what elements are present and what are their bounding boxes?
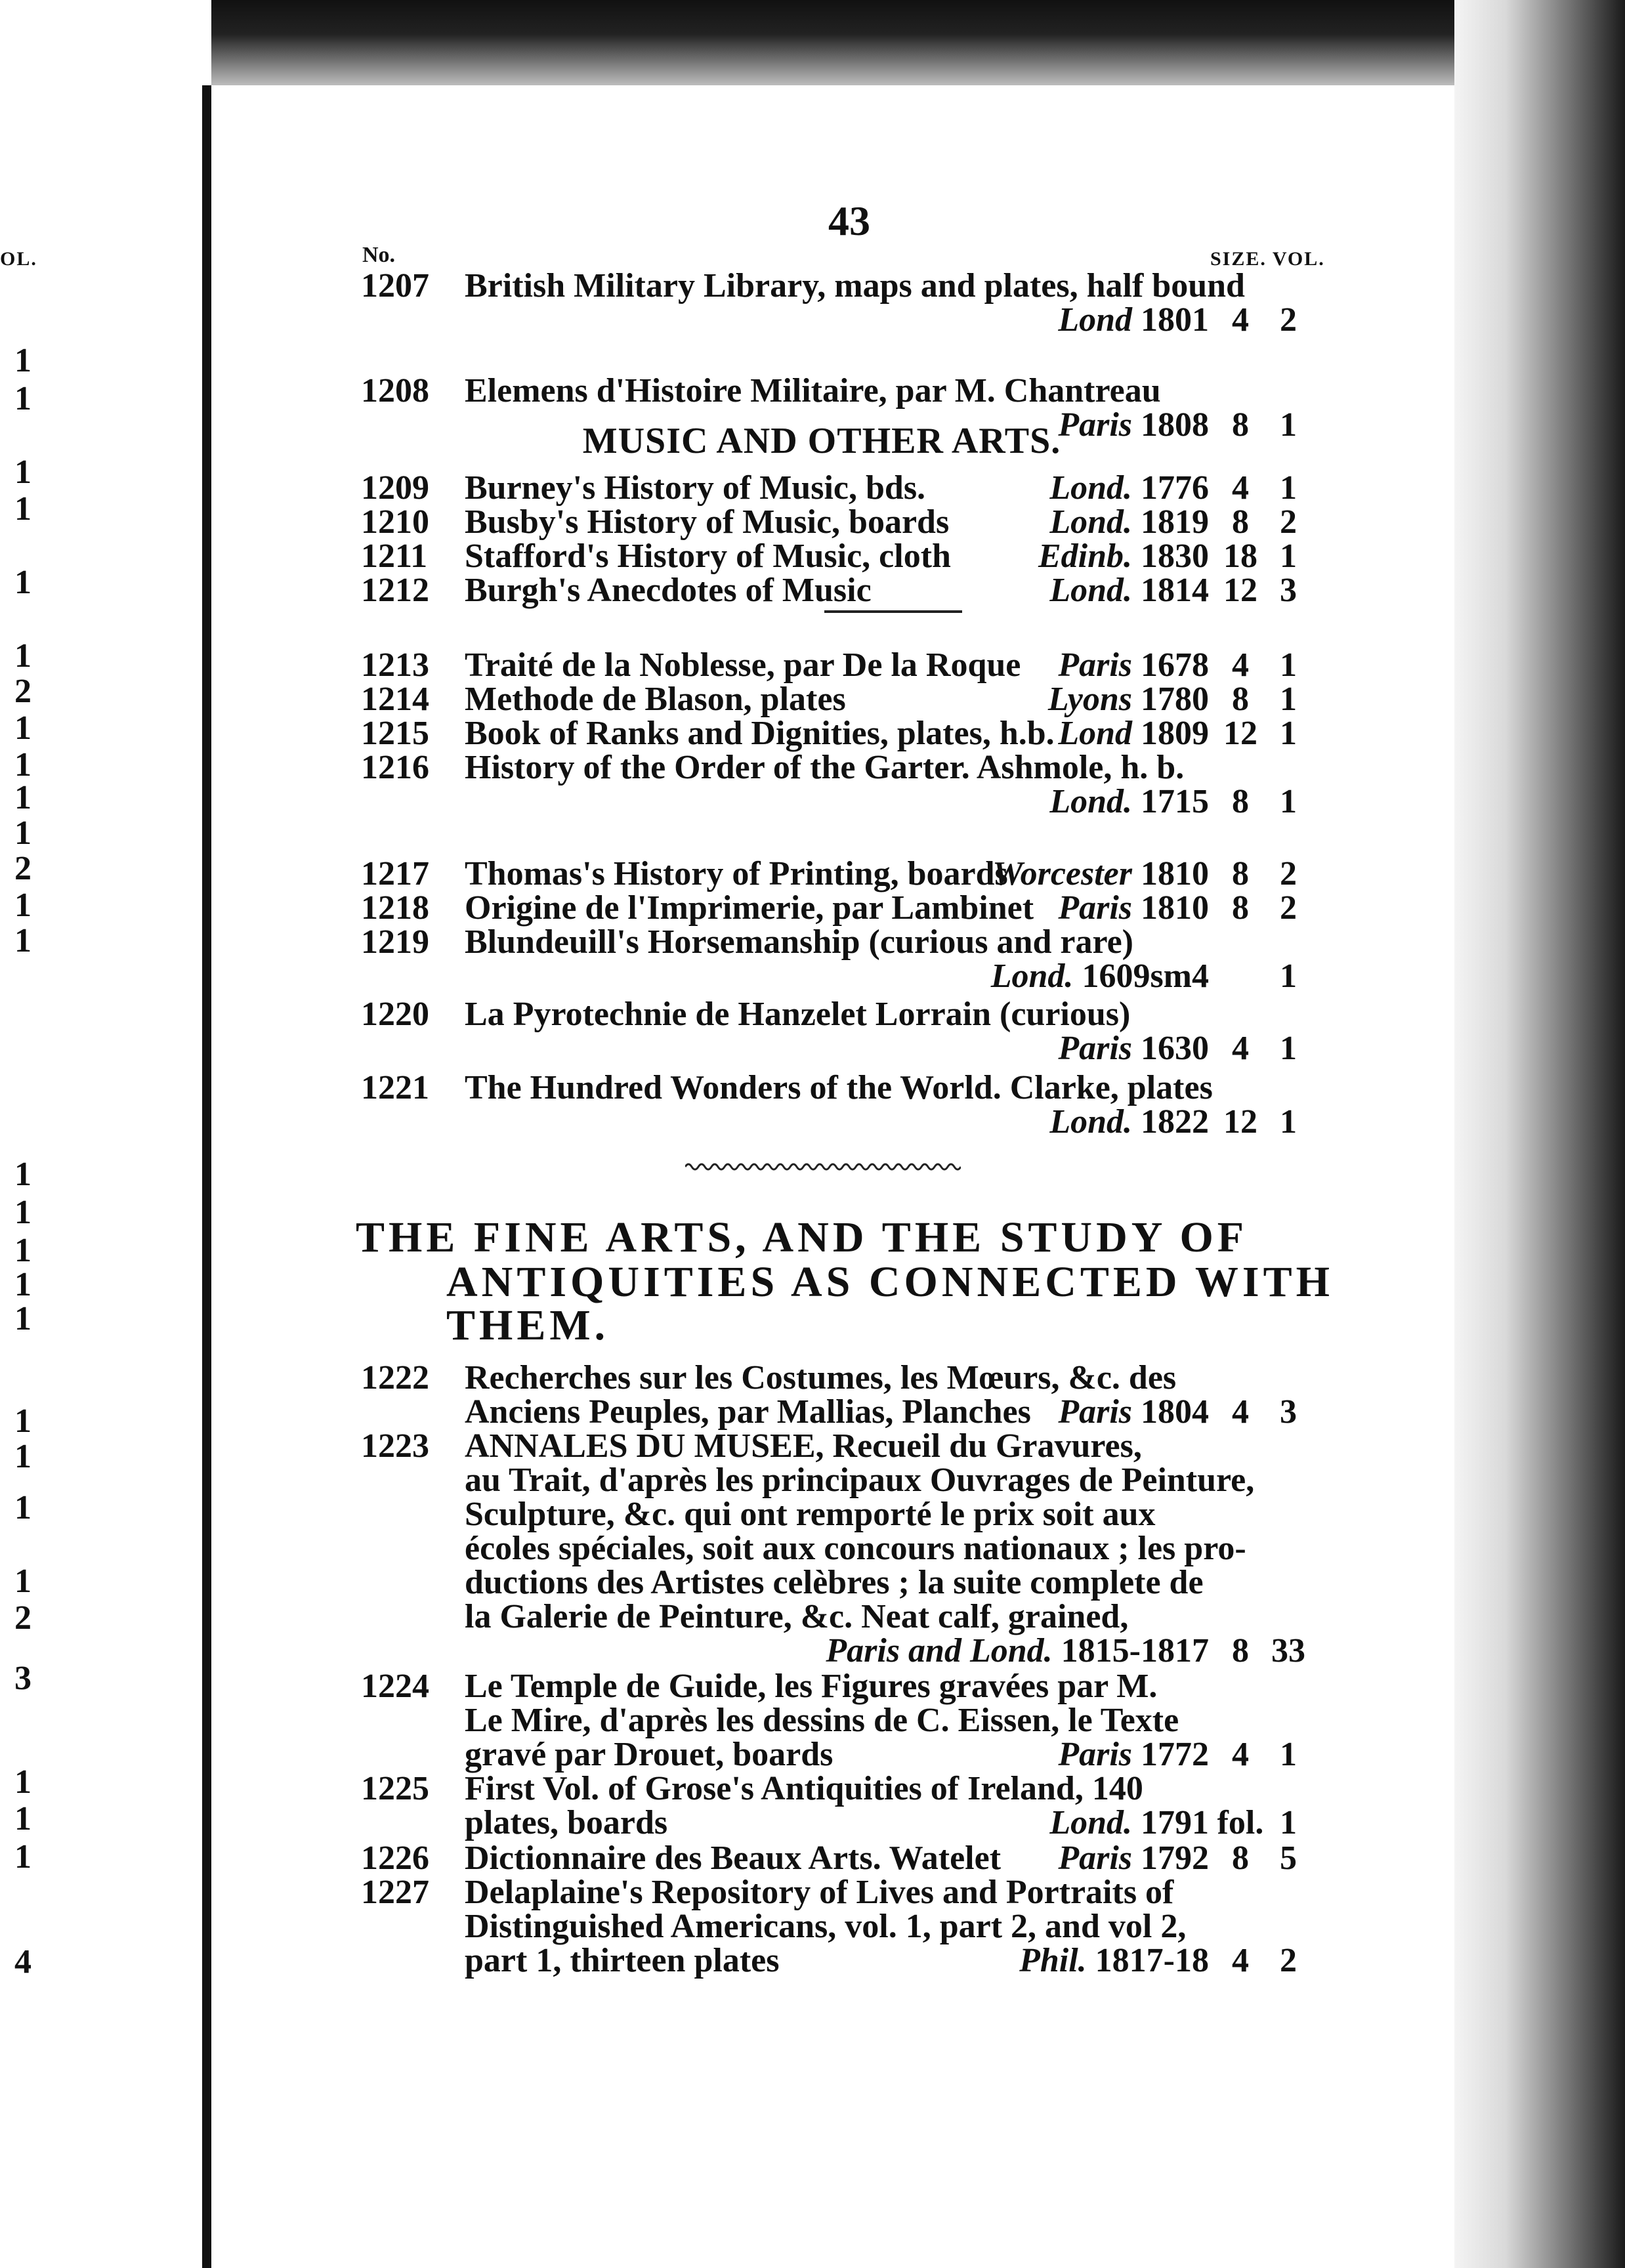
- entry-volumes: 33: [1271, 1632, 1305, 1670]
- entry-imprint: [826, 1634, 1209, 1668]
- entry-volumes: 2: [1280, 1942, 1297, 1979]
- entry-number: 1227: [361, 1874, 429, 1911]
- entry-description-line: Book of Ranks and Dignities, plates, h.b.: [465, 715, 1055, 752]
- entry-number: 1217: [361, 855, 429, 892]
- entry-imprint: [1058, 303, 1209, 337]
- bleed-number: 1: [14, 564, 32, 601]
- entry-description-line: Methode de Blason, plates: [465, 681, 846, 718]
- entry-description-line: La Pyrotechnie de Hanzelet Lorrain (curious): [465, 996, 1131, 1033]
- entry-imprint: [1049, 471, 1209, 505]
- bleed-number: 1: [14, 1763, 32, 1801]
- bleed-number: 1: [14, 1438, 32, 1475]
- entry-size: 12: [1223, 1103, 1257, 1141]
- entry-year: 1801: [1141, 301, 1209, 339]
- entry-volumes: 1: [1280, 715, 1297, 752]
- entry-imprint: [1058, 891, 1209, 925]
- entry-place: Phil.: [1019, 1942, 1087, 1979]
- entry-imprint: [1058, 717, 1209, 751]
- entry-place: Lond.: [1049, 1804, 1132, 1841]
- bleed-number: 1: [14, 1402, 32, 1440]
- entry-size: 4: [1232, 646, 1249, 684]
- bleed-number: 1: [14, 1194, 32, 1231]
- entry-year: 1791: [1141, 1804, 1209, 1841]
- entry-year: 1822: [1141, 1103, 1209, 1141]
- bleed-number: 2: [14, 850, 32, 887]
- bleed-number: 3: [14, 1660, 32, 1697]
- entry-place: Lond: [1058, 715, 1132, 752]
- entry-imprint: [1049, 1105, 1209, 1139]
- entry-imprint: [1058, 1841, 1209, 1876]
- entry-year: 1815-1817: [1061, 1632, 1209, 1670]
- entry-size: 18: [1223, 537, 1257, 575]
- entry-place: Lond.: [1049, 503, 1132, 541]
- entry-volumes: 1: [1280, 1804, 1297, 1841]
- entry-number: 1215: [361, 715, 429, 752]
- entry-volumes: 3: [1280, 1393, 1297, 1431]
- entry-volumes: 1: [1280, 1103, 1297, 1141]
- entry-imprint: [991, 959, 1209, 994]
- bleed-number: 2: [14, 1599, 32, 1637]
- entry-description-line: Recherches sur les Costumes, les Mœurs, &c. des: [465, 1359, 1177, 1396]
- bleed-number: 1: [14, 922, 32, 959]
- bleed-number: 2: [14, 673, 32, 710]
- entry-number: 1210: [361, 503, 429, 541]
- bleed-number: 1: [14, 1838, 32, 1876]
- entry-imprint: [1048, 682, 1209, 717]
- bleed-number: 1: [14, 779, 32, 816]
- entry-size: 4: [1232, 301, 1249, 339]
- entry-number: 1224: [361, 1668, 429, 1705]
- entry-size: 8: [1232, 1839, 1249, 1877]
- entry-year: 1808: [1141, 406, 1209, 444]
- entry-place: Lond.: [1049, 1103, 1132, 1141]
- entry-volumes: 1: [1280, 957, 1297, 995]
- entry-description-line: The Hundred Wonders of the World. Clarke, plates: [465, 1069, 1213, 1106]
- entry-size: 4: [1232, 469, 1249, 507]
- entry-description-line: Sculpture, &c. qui ont remporté le prix soit aux: [465, 1496, 1156, 1533]
- entry-description-line: Dictionnaire des Beaux Arts. Watelet: [465, 1839, 1002, 1877]
- entry-description-line: ductions des Artistes celèbres ; la suite complete de: [465, 1564, 1204, 1601]
- entry-description-line: Origine de l'Imprimerie, par Lambinet: [465, 889, 1034, 927]
- entry-place: Paris: [1058, 1839, 1132, 1877]
- entry-place: Edinb.: [1038, 537, 1132, 575]
- entry-year: 1814: [1141, 572, 1209, 609]
- entry-volumes: 1: [1280, 469, 1297, 507]
- scan-right-edge: [1454, 0, 1625, 2268]
- column-header-size-vol: SIZE. VOL.: [1210, 248, 1325, 270]
- bleed-number: 1: [14, 490, 32, 528]
- bleed-number: 1: [14, 814, 32, 852]
- entry-year: 1830: [1141, 537, 1209, 575]
- entry-size: 8: [1232, 406, 1249, 444]
- entry-imprint: [1058, 1738, 1209, 1772]
- entry-year: 1810: [1141, 855, 1209, 892]
- entry-number: 1219: [361, 923, 429, 961]
- entry-description-line: gravé par Drouet, boards: [465, 1736, 834, 1773]
- entry-volumes: 1: [1280, 1736, 1297, 1773]
- section-heading-music: MUSIC AND OTHER ARTS.: [582, 421, 1061, 461]
- entry-year: 1609sm4: [1082, 957, 1209, 995]
- entry-description-line: ANNALES DU MUSEE, Recueil du Gravures,: [465, 1427, 1142, 1465]
- bleed-number: 1: [14, 380, 32, 417]
- bleed-number: 1: [14, 1563, 32, 1600]
- entry-number: 1225: [361, 1770, 429, 1807]
- entry-number: 1208: [361, 372, 429, 410]
- entry-place: Paris: [1058, 889, 1132, 927]
- entry-number: 1211: [361, 537, 428, 575]
- entry-volumes: 1: [1280, 646, 1297, 684]
- entry-description-line: History of the Order of the Garter. Ashmole, h. b.: [465, 749, 1185, 786]
- entry-imprint: [992, 857, 1209, 891]
- entry-volumes: 1: [1280, 537, 1297, 575]
- entry-place: Lond.: [1049, 469, 1132, 507]
- wavy-rule: [685, 1162, 961, 1172]
- entry-place: Paris: [1058, 1736, 1132, 1773]
- scan-top-shadow: [211, 0, 1458, 85]
- bleed-number: 1: [14, 1232, 32, 1269]
- entry-year: 1780: [1141, 681, 1209, 718]
- entry-size: 8: [1232, 889, 1249, 927]
- section-heading-fine-arts-line2: ANTIQUITIES AS CONNECTED WITH: [446, 1258, 1334, 1306]
- entry-size: 8: [1232, 503, 1249, 541]
- entry-description-line: Le Temple de Guide, les Figures gravées par M.: [465, 1668, 1158, 1705]
- entry-description-line: Blundeuill's Horsemanship (curious and rare): [465, 923, 1133, 961]
- entry-year: 1819: [1141, 503, 1209, 541]
- entry-size: 8: [1232, 855, 1249, 892]
- column-header-no: No.: [362, 243, 396, 267]
- entry-description-line: Le Mire, d'après les dessins de C. Eissen, le Texte: [465, 1702, 1179, 1739]
- entry-imprint: [1049, 785, 1209, 819]
- entry-year: 1817-18: [1095, 1942, 1209, 1979]
- entry-volumes: 2: [1280, 503, 1297, 541]
- entry-description-line: Burgh's Anecdotes of Music: [465, 572, 872, 609]
- entry-description-line: écoles spéciales, soit aux concours nationaux ; les pro-: [465, 1530, 1246, 1567]
- entry-number: 1226: [361, 1839, 429, 1877]
- entry-imprint: [1049, 505, 1209, 539]
- entry-description-line: Burney's History of Music, bds.: [465, 469, 926, 507]
- page-number: 43: [828, 198, 870, 244]
- entry-place: Lond.: [1049, 572, 1132, 609]
- entry-volumes: 1: [1280, 406, 1297, 444]
- entry-imprint: [1038, 539, 1209, 574]
- catalogue-page: [211, 85, 1432, 2185]
- entry-year: 1804: [1141, 1393, 1209, 1431]
- section-rule: [824, 610, 962, 613]
- section-heading-fine-arts-line1: THE FINE ARTS, AND THE STUDY OF: [356, 1213, 1248, 1261]
- entry-number: 1214: [361, 681, 429, 718]
- bleed-number: 1: [14, 1489, 32, 1526]
- entry-size: 4: [1232, 1942, 1249, 1979]
- entry-volumes: 5: [1280, 1839, 1297, 1877]
- entry-volumes: 2: [1280, 889, 1297, 927]
- entry-description-line: Elemens d'Histoire Militaire, par M. Chantreau: [465, 372, 1161, 410]
- entry-size: 12: [1223, 715, 1257, 752]
- entry-year: 1792: [1141, 1839, 1209, 1877]
- entry-volumes: 3: [1280, 572, 1297, 609]
- entry-description-line: Thomas's History of Printing, boards: [465, 855, 1008, 892]
- entry-number: 1221: [361, 1069, 429, 1106]
- entry-volumes: 1: [1280, 783, 1297, 820]
- entry-year: 1776: [1141, 469, 1209, 507]
- entry-year: 1809: [1141, 715, 1209, 752]
- entry-place: Paris: [1058, 1030, 1132, 1067]
- bleed-number: 1: [14, 637, 32, 675]
- bleed-number: 1: [14, 1300, 32, 1337]
- bleed-number: 1: [14, 887, 32, 924]
- entry-place: Paris: [1058, 646, 1132, 684]
- entry-place: Paris: [1058, 406, 1132, 444]
- entry-size: 8: [1232, 1632, 1249, 1670]
- entry-year: 1772: [1141, 1736, 1209, 1773]
- bleed-number: 1: [14, 453, 32, 491]
- entry-description-line: Traité de la Noblesse, par De la Roque: [465, 646, 1021, 684]
- bleed-number: 4: [14, 1943, 32, 1981]
- entry-description-line: Busby's History of Music, boards: [465, 503, 950, 541]
- entry-imprint: [1058, 408, 1209, 442]
- entry-description-line: First Vol. of Grose's Antiquities of Ireland, 140: [465, 1770, 1143, 1807]
- entry-volumes: 1: [1280, 681, 1297, 718]
- entry-number: 1216: [361, 749, 429, 786]
- entry-description-line: part 1, thirteen plates: [465, 1942, 780, 1979]
- entry-volumes: 2: [1280, 301, 1297, 339]
- bleed-number: 1: [14, 709, 32, 747]
- entry-number: 1218: [361, 889, 429, 927]
- entry-description-line: Anciens Peuples, par Mallias, Planches: [465, 1393, 1031, 1431]
- entry-number: 1223: [361, 1427, 429, 1465]
- entry-year: 1630: [1141, 1030, 1209, 1067]
- bleed-number: 1: [14, 746, 32, 784]
- entry-imprint: [1058, 1032, 1209, 1066]
- entry-description-line: British Military Library, maps and plates, half bound: [465, 267, 1245, 304]
- bleed-number: 1: [14, 1156, 32, 1193]
- entry-imprint: [1058, 648, 1209, 682]
- section-heading-fine-arts-line3: THEM.: [446, 1301, 610, 1349]
- entry-number: 1222: [361, 1359, 429, 1396]
- entry-volumes: 1: [1280, 1030, 1297, 1067]
- bleed-number: 1: [14, 1800, 32, 1838]
- entry-place: Lond.: [990, 957, 1074, 995]
- entry-volumes: 2: [1280, 855, 1297, 892]
- entry-number: 1209: [361, 469, 429, 507]
- entry-size: 4: [1232, 1393, 1249, 1431]
- bleed-number: 1: [14, 342, 32, 379]
- bleed-number: 1: [14, 1266, 32, 1303]
- entry-size: 8: [1232, 783, 1249, 820]
- entry-place: Worcester: [992, 855, 1132, 892]
- entry-place: Lond.: [1049, 783, 1132, 820]
- entry-size: 4: [1232, 1736, 1249, 1773]
- entry-description-line: Distinguished Americans, vol. 1, part 2, and vol 2,: [465, 1908, 1187, 1945]
- entry-description-line: au Trait, d'après les principaux Ouvrages de Peinture,: [465, 1461, 1255, 1499]
- entry-description-line: la Galerie de Peinture, &c. Neat calf, grained,: [465, 1598, 1129, 1635]
- entry-year: 1715: [1141, 783, 1209, 820]
- entry-imprint: [1049, 1806, 1209, 1840]
- entry-imprint: [1049, 574, 1209, 608]
- entry-place: Paris and Lond.: [826, 1632, 1053, 1670]
- entry-place: Lyons: [1047, 681, 1132, 718]
- entry-number: 1213: [361, 646, 429, 684]
- entry-size: 8: [1232, 681, 1249, 718]
- facing-page-bleed: [0, 0, 53, 2268]
- entry-number: 1220: [361, 996, 429, 1033]
- entry-place: Lond: [1058, 301, 1132, 339]
- entry-year: 1678: [1141, 646, 1209, 684]
- entry-size: 4: [1232, 1030, 1249, 1067]
- entry-size: fol.: [1217, 1804, 1264, 1841]
- bleed-header: OL.: [0, 248, 37, 270]
- entry-place: Paris: [1058, 1393, 1132, 1431]
- entry-imprint: [1019, 1944, 1209, 1978]
- entry-imprint: [1058, 1395, 1209, 1429]
- entry-number: 1212: [361, 572, 429, 609]
- entry-description-line: Stafford's History of Music, cloth: [465, 537, 951, 575]
- entry-number: 1207: [361, 267, 429, 304]
- entry-year: 1810: [1141, 889, 1209, 927]
- binding-gutter: [202, 85, 211, 2268]
- entry-size: 12: [1223, 572, 1257, 609]
- entry-description-line: plates, boards: [465, 1804, 668, 1841]
- entry-description-line: Delaplaine's Repository of Lives and Portraits of: [465, 1874, 1174, 1911]
